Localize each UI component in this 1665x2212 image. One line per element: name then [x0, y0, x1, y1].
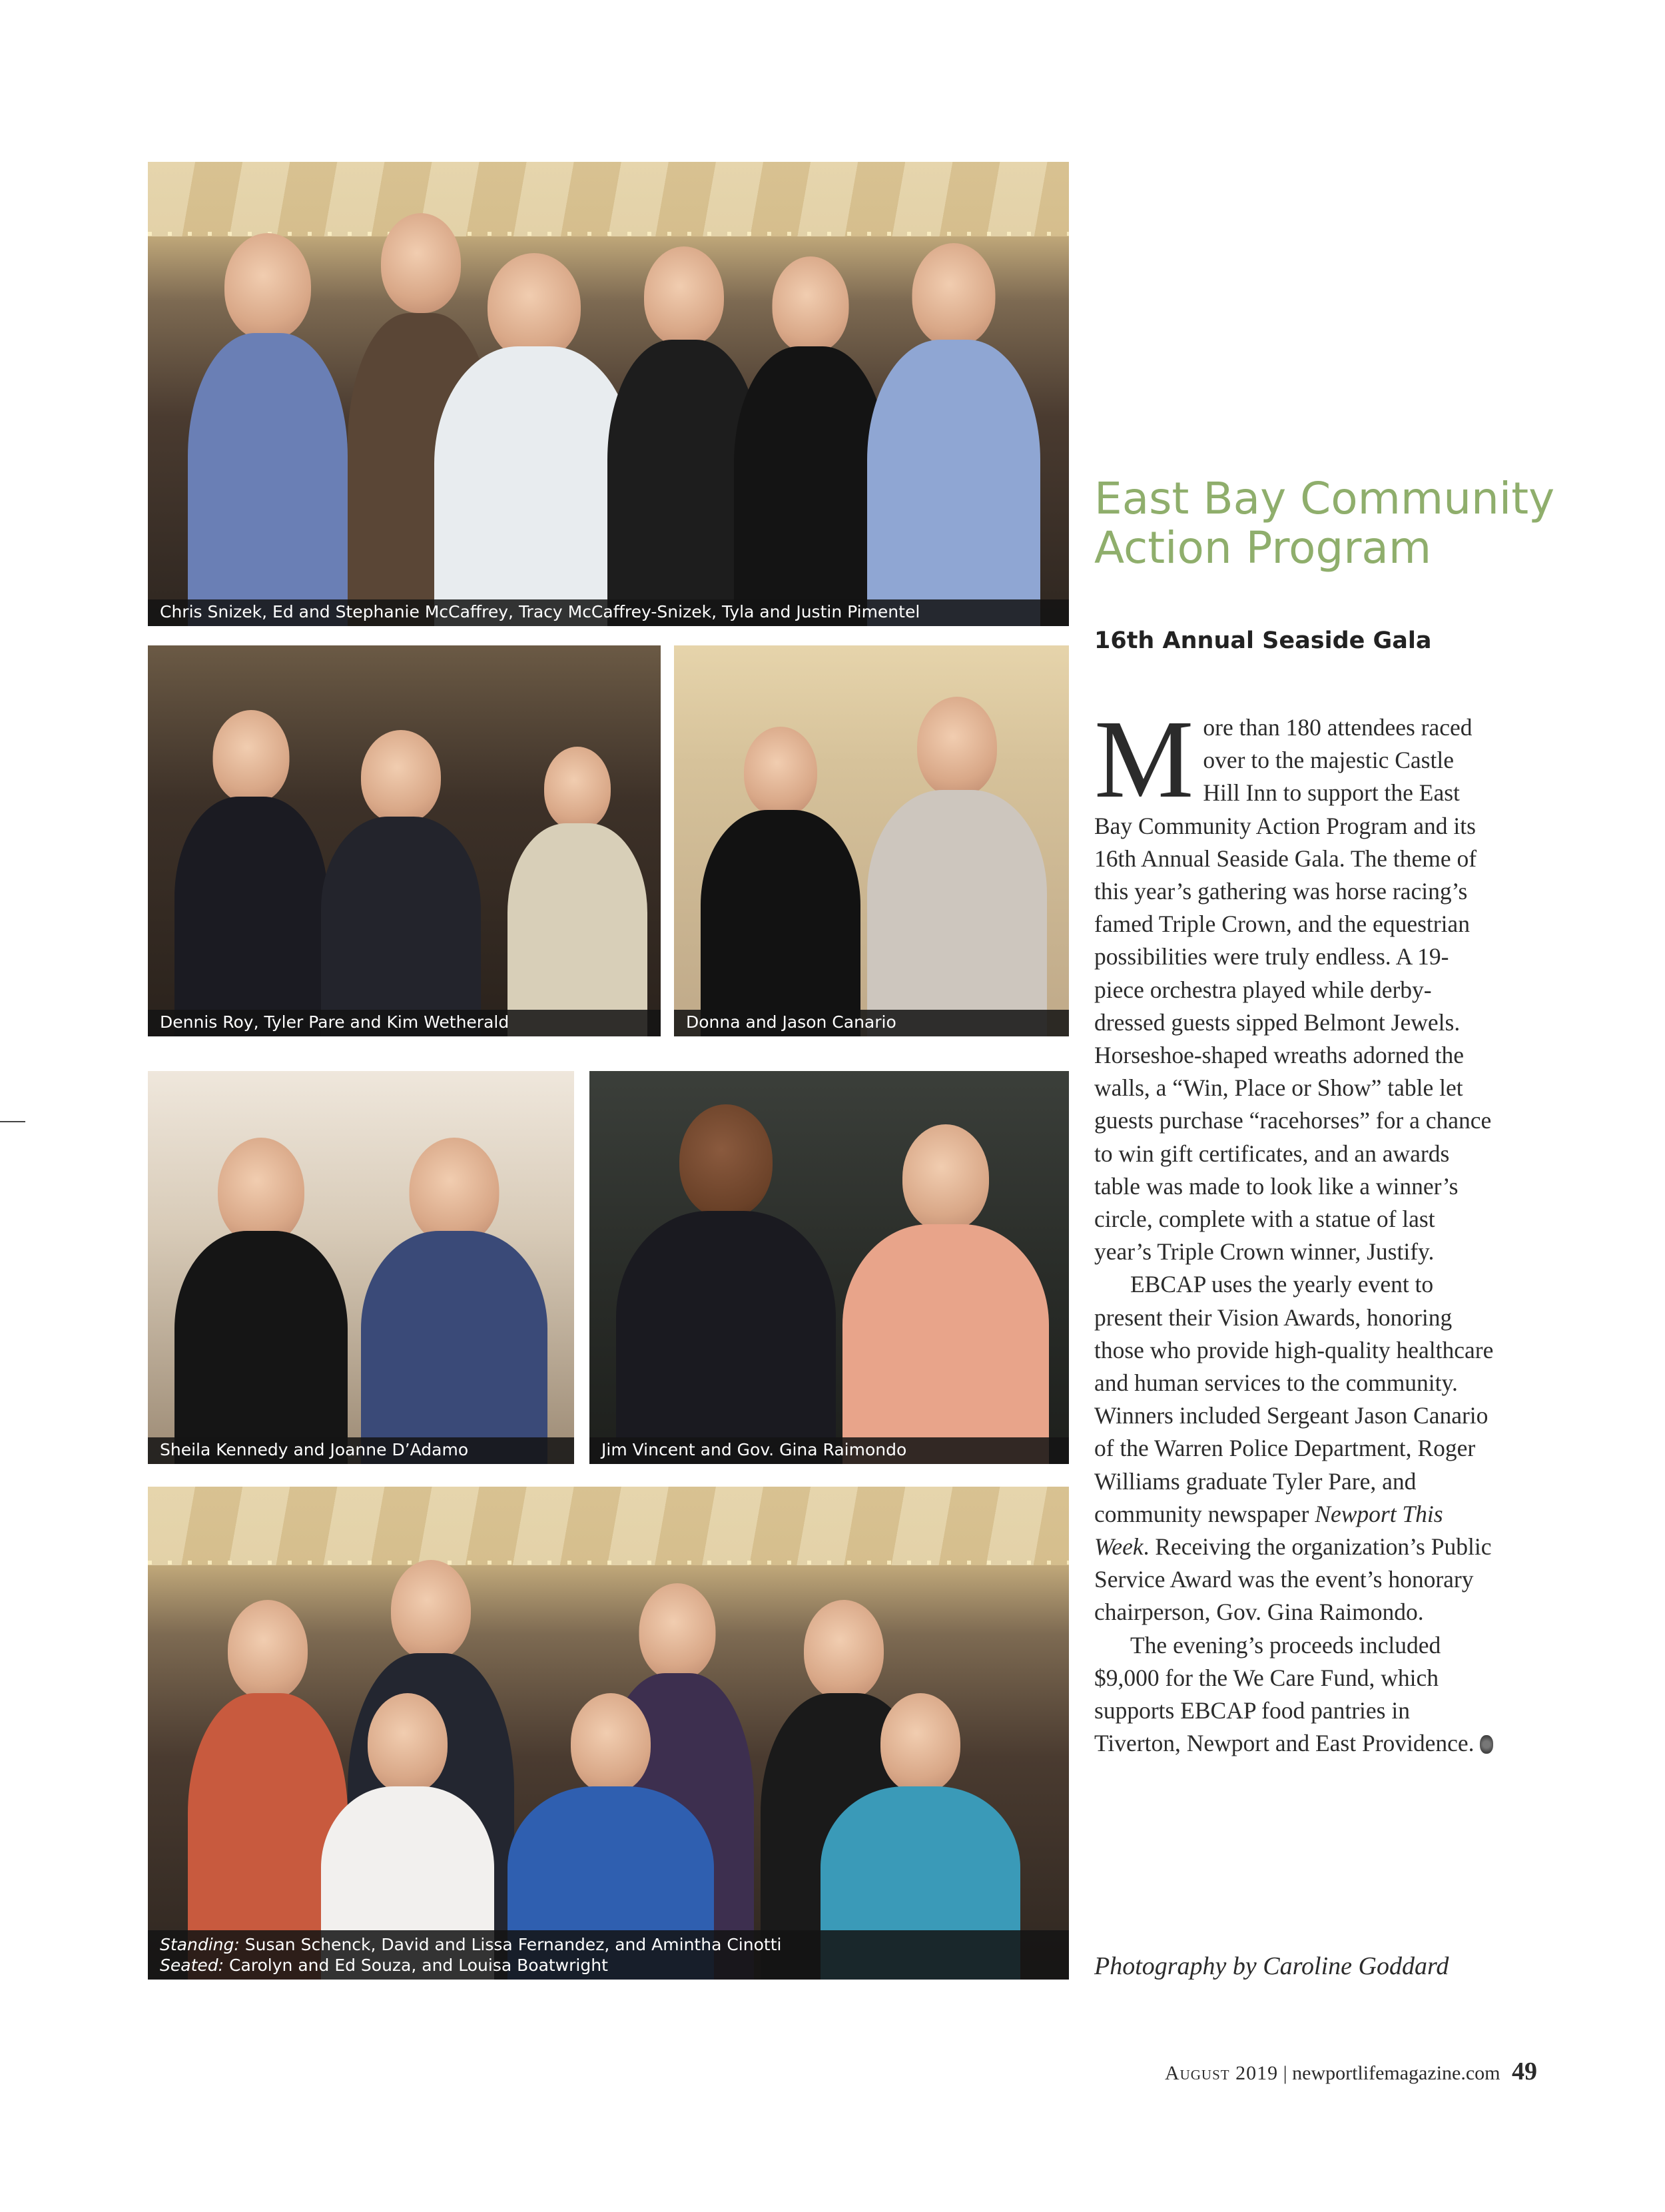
- paragraph-text: ore than 180 attendees raced over to the majestic Castle Hill Inn to support the East Bay Community Action Program and its 16th Annual Seaside Gala. The theme of this year’s gathering was horse racing’s famed Triple Crown, and the equestrian possibilities were truly endless. A 19-piece orchestra played while derby-dressed guests sipped Belmont Jewels. Horseshoe-shaped wreaths adorned the walls, a “Win, Place or Show” table let guests purchase “racehorses” for a chance to win gift certificates, and an awards table was made to look like a winner’s circle, complete with a statue of last year’s Triple Crown winner, Justify.: [1094, 714, 1492, 1266]
- article-body: [1094, 697, 1494, 1760]
- article-subtitle: 16th Annual Seaside Gala: [1094, 627, 1432, 654]
- photo-award-presentation: [148, 645, 661, 1036]
- photo-two-women-seated: [148, 1071, 574, 1464]
- photo-caption: Donna and Jason Canario: [674, 1010, 1069, 1036]
- caption-text: Carolyn and Ed Souza, and Louisa Boatwright: [229, 1956, 608, 1975]
- caption-text: Susan Schenck, David and Lissa Fernandez, and Amintha Cinotti: [244, 1935, 782, 1954]
- photo-credit: Photography by Caroline Goddard: [1094, 1952, 1449, 1980]
- photo-caption: Chris Snizek, Ed and Stephanie McCaffrey, Tracy McCaffrey-Snizek, Tyla and Justin Pimentel: [148, 599, 1069, 626]
- page-number: 49: [1512, 2057, 1537, 2085]
- caption-label: Standing:: [160, 1935, 240, 1954]
- photo-couple-canario: [674, 645, 1069, 1036]
- footer-separator: |: [1283, 2062, 1287, 2084]
- paragraph-text: The evening’s proceeds included $9,000 for the We Care Fund, which supports EBCAP food pantries in Tiverton, Newport and East Providence.: [1094, 1631, 1475, 1757]
- issue-date: August 2019: [1164, 2062, 1279, 2084]
- pineapple-end-mark-icon: [1480, 1735, 1493, 1754]
- publication-name: Newport This Week: [1094, 1500, 1443, 1561]
- photo-vincent-raimondo: [589, 1071, 1069, 1464]
- article-paragraph: [1094, 1629, 1494, 1760]
- page-footer: [1165, 2057, 1537, 2086]
- photo-caption: Sheila Kennedy and Joanne D’Adamo: [148, 1437, 574, 1464]
- article-title: East Bay Community Action Program: [1094, 473, 1555, 573]
- photo-caption: Jim Vincent and Gov. Gina Raimondo: [589, 1437, 1069, 1464]
- paragraph-text: EBCAP uses the yearly event to present their Vision Awards, honoring those who provide high-quality healthcare and human services to the community. Winners included Sergeant Jason Canario of the Warren Police Department, Roger Williams graduate Tyler Pare, and community newspaper: [1094, 1271, 1494, 1527]
- paragraph-text: . Receiving the organization’s Public Service Award was the event’s honorary chairperson, Gov. Gina Raimondo.: [1094, 1533, 1492, 1626]
- photo-caption: Dennis Roy, Tyler Pare and Kim Wetherald: [148, 1010, 661, 1036]
- article-paragraph: [1094, 1268, 1494, 1629]
- crop-mark: [0, 1121, 25, 1122]
- photo-caption: [148, 1930, 1069, 1980]
- article-paragraph: [1094, 697, 1494, 1268]
- photo-group-standing-seated: [148, 1487, 1069, 1980]
- caption-label: Seated:: [160, 1956, 224, 1975]
- drop-cap: M: [1094, 697, 1194, 821]
- website: newportlifemagazine.com: [1292, 2062, 1500, 2084]
- photo-group-derby-hats: [148, 162, 1069, 626]
